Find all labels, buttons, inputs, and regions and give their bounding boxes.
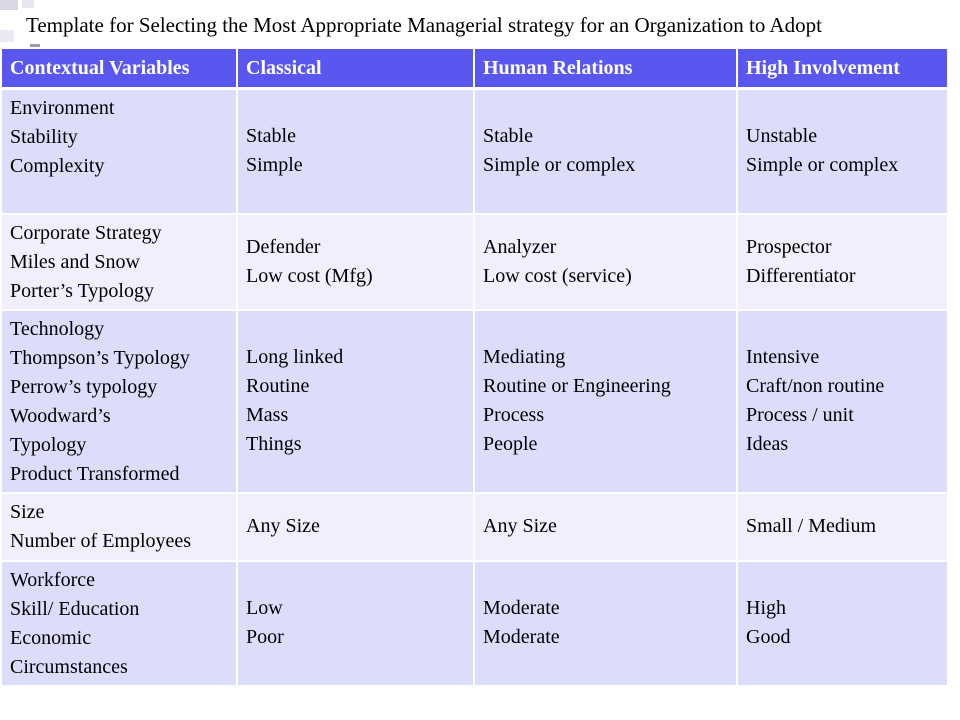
- cell-line: Mediating: [483, 346, 566, 368]
- cell-line: Moderate: [483, 626, 560, 648]
- table-row: [2, 214, 947, 310]
- cell-line: Any Size: [246, 515, 320, 537]
- cell-classical: [237, 89, 474, 214]
- cell-line: Ideas: [746, 433, 789, 455]
- cell-contextual-variable: [2, 89, 237, 214]
- table-row: [2, 561, 947, 686]
- table-row: [2, 493, 947, 561]
- cell-line: Low cost (service): [483, 264, 632, 287]
- cell-human-relations: [474, 561, 737, 686]
- cell-line: Defender: [246, 235, 321, 258]
- header-classical: Classical: [237, 49, 474, 89]
- cell-line: Number of Employees: [10, 529, 192, 552]
- cell-line: Small / Medium: [746, 515, 876, 537]
- cell-line: Differentiator: [746, 264, 856, 287]
- cell-line: Miles and Snow: [10, 250, 140, 273]
- cell-line: Simple: [246, 154, 303, 177]
- cell-line: People: [483, 433, 538, 455]
- cell-line: Low: [246, 597, 283, 619]
- cell-line: Stable: [246, 125, 296, 148]
- cell-line: Things: [246, 433, 302, 455]
- cell-line: Process: [483, 404, 545, 426]
- deco-square: [22, 0, 34, 8]
- cell-line: Routine or Engineering: [483, 375, 671, 397]
- cell-classical: [237, 214, 474, 310]
- header-contextual-variables: Contextual Variables: [2, 49, 237, 89]
- cell-line: Technology: [10, 317, 105, 340]
- cell-line: Perrow’s typology: [10, 375, 158, 398]
- cell-line: Environment: [10, 97, 115, 119]
- cell-line: Stable: [483, 125, 533, 148]
- cell-classical: [237, 493, 474, 561]
- cell-line: Simple or complex: [746, 154, 899, 177]
- cell-high-involvement: [737, 310, 947, 493]
- cell-high-involvement: [737, 493, 947, 561]
- cell-high-involvement: [737, 214, 947, 310]
- cell-line: Typology: [10, 433, 87, 456]
- cell-line: Simple or complex: [483, 154, 636, 177]
- cell-line: Unstable: [746, 125, 818, 148]
- cell-line: Thompson’s Typology: [10, 346, 190, 369]
- cell-line: Long linked: [246, 346, 344, 368]
- cell-line: Stability: [10, 126, 78, 148]
- cell-line: High: [746, 597, 786, 619]
- strategy-table: [2, 49, 947, 687]
- cell-line: Product Transformed: [10, 462, 180, 485]
- cell-high-involvement: [737, 561, 947, 686]
- cell-line: Poor: [246, 626, 284, 648]
- cell-contextual-variable: [2, 310, 237, 493]
- header-human-relations: Human Relations: [474, 49, 737, 89]
- cell-line: Size: [10, 500, 45, 523]
- cell-line: Porter’s Typology: [10, 279, 154, 302]
- cell-line: Analyzer: [483, 235, 557, 258]
- cell-high-involvement: [737, 89, 947, 214]
- cell-line: Any Size: [483, 515, 557, 537]
- cell-line: Complexity: [10, 155, 105, 177]
- cell-line: Good: [746, 626, 791, 648]
- cell-line: Intensive: [746, 346, 820, 368]
- cell-line: Woodward’s: [10, 404, 111, 427]
- cell-classical: [237, 561, 474, 686]
- cell-line: Economic: [10, 626, 92, 649]
- deco-square: [30, 44, 40, 47]
- cell-line: Workforce: [10, 568, 96, 591]
- header-high-involvement: High Involvement: [737, 49, 947, 89]
- cell-human-relations: [474, 310, 737, 493]
- cell-human-relations: [474, 214, 737, 310]
- header-row: [2, 49, 947, 89]
- table-body: [2, 89, 947, 686]
- cell-line: Prospector: [746, 235, 832, 258]
- cell-line: Circumstances: [10, 655, 128, 678]
- cell-line: Process / unit: [746, 404, 854, 426]
- cell-contextual-variable: [2, 493, 237, 561]
- cell-contextual-variable: [2, 214, 237, 310]
- cell-line: Low cost (Mfg): [246, 264, 373, 287]
- cell-contextual-variable: [2, 561, 237, 686]
- cell-line: Skill/ Education: [10, 597, 140, 620]
- cell-line: Routine: [246, 375, 310, 397]
- cell-line: Moderate: [483, 597, 560, 619]
- deco-square: [0, 0, 18, 10]
- cell-line: Craft/non routine: [746, 375, 885, 397]
- slide-title: Template for Selecting the Most Appropriate Managerial strategy for an Organization to Adopt: [26, 13, 822, 37]
- cell-human-relations: [474, 89, 737, 214]
- cell-line: Mass: [246, 404, 289, 426]
- cell-classical: [237, 310, 474, 493]
- cell-human-relations: [474, 493, 737, 561]
- cell-line: Corporate Strategy: [10, 221, 162, 244]
- deco-square: [0, 30, 14, 42]
- table-row: [2, 89, 947, 214]
- table-row: [2, 310, 947, 493]
